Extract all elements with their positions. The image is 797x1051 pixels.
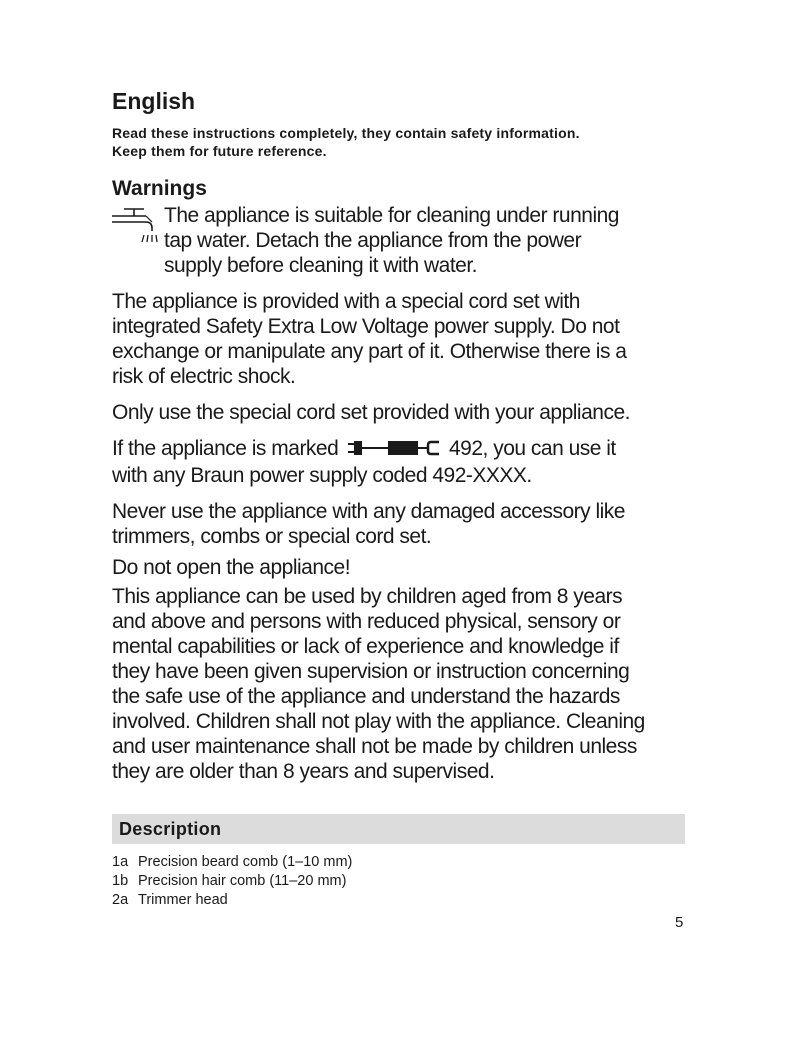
children-line: This appliance can be used by children aged from 8 years	[112, 585, 623, 608]
item-number: 2a	[112, 892, 129, 908]
item-label: Precision beard comb (1–10 mm)	[138, 854, 353, 870]
tap-water-icon	[112, 203, 164, 250]
children-line: and user maintenance shall not be made by children unless	[112, 735, 637, 758]
marked-line-1	[112, 436, 687, 463]
cord-set-line: exchange or manipulate any part of it. Otherwise there is a	[112, 340, 627, 363]
children-line: they are older than 8 years and supervised.	[112, 760, 495, 783]
list-item	[112, 891, 687, 910]
children-paragraph	[112, 584, 687, 784]
children-line: they have been given supervision or instruction concerning	[112, 660, 630, 683]
damaged-line: trimmers, combs or special cord set.	[112, 525, 432, 548]
list-item	[112, 872, 687, 891]
children-line: mental capabilities or lack of experience and knowledge if	[112, 635, 619, 658]
cord-set-line: risk of electric shock.	[112, 365, 296, 388]
list-item	[112, 853, 687, 872]
marked-suffix: 492, you can use it	[448, 437, 616, 460]
children-line: involved. Children shall not play with the appliance. Cleaning	[112, 710, 645, 733]
cord-set-paragraph	[112, 289, 687, 389]
item-number: 1b	[112, 873, 129, 889]
do-not-open-paragraph: Do not open the appliance!	[112, 556, 351, 579]
tap-water-warning	[112, 203, 687, 278]
item-label: Trimmer head	[138, 892, 228, 908]
item-label: Precision hair comb (11–20 mm)	[138, 873, 347, 889]
tap-text-line: The appliance is suitable for cleaning under running	[164, 204, 619, 227]
marked-paragraph	[112, 436, 687, 488]
tap-water-text	[164, 203, 619, 278]
children-line: and above and persons with reduced physical, sensory or	[112, 610, 621, 633]
cord-set-line: The appliance is provided with a special cord set with	[112, 290, 580, 313]
damaged-paragraph	[112, 499, 687, 549]
power-supply-plug-icon	[348, 438, 440, 463]
children-line: the safe use of the appliance and understand the hazards	[112, 685, 620, 708]
tap-text-line: supply before cleaning it with water.	[164, 254, 478, 277]
tap-text-line: tap water. Detach the appliance from the power	[164, 229, 582, 252]
description-header-bar	[112, 814, 685, 844]
warnings-heading: Warnings	[112, 177, 207, 200]
language-heading: English	[112, 88, 196, 114]
damaged-line: Never use the appliance with any damaged accessory like	[112, 500, 625, 523]
marked-prefix: If the appliance is marked	[112, 437, 339, 460]
marked-line-2: with any Braun power supply coded 492-XXXX.	[112, 464, 532, 487]
manual-page	[112, 86, 687, 910]
description-heading: Description	[119, 818, 222, 839]
cord-set-line: integrated Safety Extra Low Voltage power supply. Do not	[112, 315, 620, 338]
item-number: 1a	[112, 854, 129, 870]
description-list	[112, 853, 687, 910]
intro-line-2: Keep them for future reference.	[112, 143, 327, 159]
intro-line-1: Read these instructions completely, they contain safety information.	[112, 125, 580, 141]
only-use-paragraph: Only use the special cord set provided with your appliance.	[112, 401, 630, 424]
page-number: 5	[675, 914, 684, 931]
